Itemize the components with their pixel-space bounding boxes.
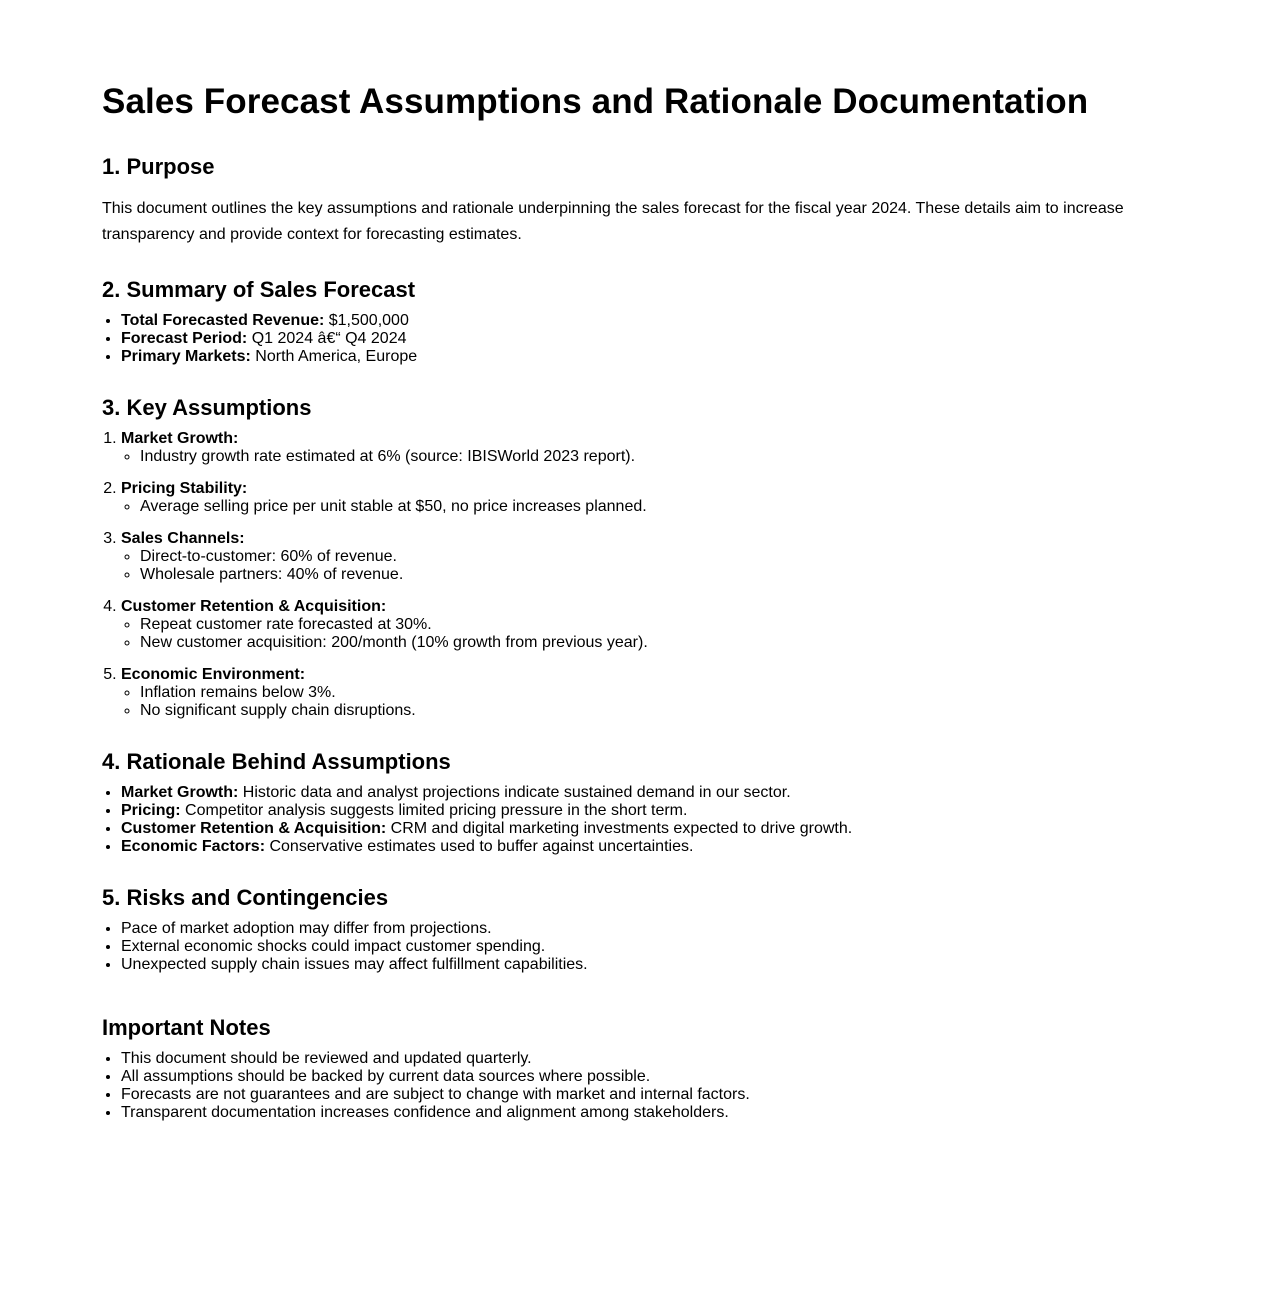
list-item: • All assumptions should be backed by current data sources where possible. xyxy=(121,1068,1178,1086)
list-item: • External economic shocks could impact customer spending. xyxy=(121,938,1178,956)
item-label: Customer Retention & Acquisition: xyxy=(121,598,387,615)
sub-list-item: ◦ Inflation remains below 3%. xyxy=(140,684,1178,702)
list-item xyxy=(121,666,1178,720)
sub-list xyxy=(121,616,1178,652)
sub-list-item: ◦ New customer acquisition: 200/month (10% growth from previous year). xyxy=(140,634,1178,652)
list-item: • Pace of market adoption may differ from projections. xyxy=(121,920,1178,938)
list-item xyxy=(121,598,1178,652)
item-label: Sales Channels: xyxy=(121,530,245,547)
list-item: • Transparent documentation increases confidence and alignment among stakeholders. xyxy=(121,1104,1178,1122)
item-label: Economic Environment: xyxy=(121,666,306,683)
rationale-list xyxy=(102,784,1178,856)
notes-heading: Important Notes xyxy=(102,1015,271,1040)
list-item: • This document should be reviewed and updated quarterly. xyxy=(121,1050,1178,1068)
item-value: Conservative estimates used to buffer against uncertainties. xyxy=(265,838,694,855)
purpose-heading: 1. Purpose xyxy=(102,154,215,179)
sub-list-item: ◦ Direct-to-customer: 60% of revenue. xyxy=(140,548,1178,566)
sub-list-item: ◦ Wholesale partners: 40% of revenue. xyxy=(140,566,1178,584)
list-item: • Forecasts are not guarantees and are subject to change with market and internal factors. xyxy=(121,1086,1178,1104)
item-value: CRM and digital marketing investments expected to drive growth. xyxy=(386,820,853,837)
item-label: Economic Factors: xyxy=(121,838,266,855)
item-label: Market Growth: xyxy=(121,784,239,801)
list-item xyxy=(121,802,1178,820)
item-label: Market Growth: xyxy=(121,430,239,447)
list-item: • Unexpected supply chain issues may affect fulfillment capabilities. xyxy=(121,956,1178,974)
item-label: Total Forecasted Revenue: xyxy=(121,312,325,329)
list-item xyxy=(121,838,1178,856)
sub-list-item: ◦ Average selling price per unit stable at $50, no price increases planned. xyxy=(140,498,1178,516)
item-value: North America, Europe xyxy=(250,348,418,365)
sub-list-item: ◦ No significant supply chain disruptions. xyxy=(140,702,1178,720)
item-value: Historic data and analyst projections indicate sustained demand in our sector. xyxy=(238,784,791,801)
item-value: $1,500,000 xyxy=(324,312,409,329)
item-label: Primary Markets: xyxy=(121,348,251,365)
list-item xyxy=(121,530,1178,584)
risks-heading: 5. Risks and Contingencies xyxy=(102,885,389,910)
list-item xyxy=(121,480,1178,516)
sub-list xyxy=(121,684,1178,720)
item-label: Pricing: xyxy=(121,802,181,819)
assumptions-heading: 3. Key Assumptions xyxy=(102,395,312,420)
sub-list-item: ◦ Repeat customer rate forecasted at 30%. xyxy=(140,616,1178,634)
rationale-heading: 4. Rationale Behind Assumptions xyxy=(102,749,451,774)
sub-list-item: ◦ Industry growth rate estimated at 6% (source: IBISWorld 2023 report). xyxy=(140,448,1178,466)
purpose-text: This document outlines the key assumptions and rationale underpinning the sales forecast for the fiscal year 2024. These details aim to increase transparency and provide context for forecasting estimates. xyxy=(102,200,1124,243)
list-item xyxy=(121,348,1178,366)
list-item xyxy=(121,784,1178,802)
page-title: Sales Forecast Assumptions and Rationale Documentation xyxy=(102,82,1089,121)
list-item xyxy=(121,430,1178,466)
sub-list xyxy=(121,548,1178,584)
item-label: Customer Retention & Acquisition: xyxy=(121,820,387,837)
list-item xyxy=(121,312,1178,330)
item-value: Q1 2024 â€“ Q4 2024 xyxy=(247,330,407,347)
risks-list xyxy=(102,920,1178,974)
sub-list xyxy=(121,448,1178,466)
assumptions-list xyxy=(102,430,1178,720)
item-value: Competitor analysis suggests limited pricing pressure in the short term. xyxy=(180,802,688,819)
item-label: Pricing Stability: xyxy=(121,480,248,497)
item-label: Forecast Period: xyxy=(121,330,248,347)
list-item xyxy=(121,820,1178,838)
summary-heading: 2. Summary of Sales Forecast xyxy=(102,277,416,302)
list-item xyxy=(121,330,1178,348)
notes-list xyxy=(102,1050,1178,1122)
sub-list xyxy=(121,498,1178,516)
summary-list xyxy=(102,312,1178,366)
